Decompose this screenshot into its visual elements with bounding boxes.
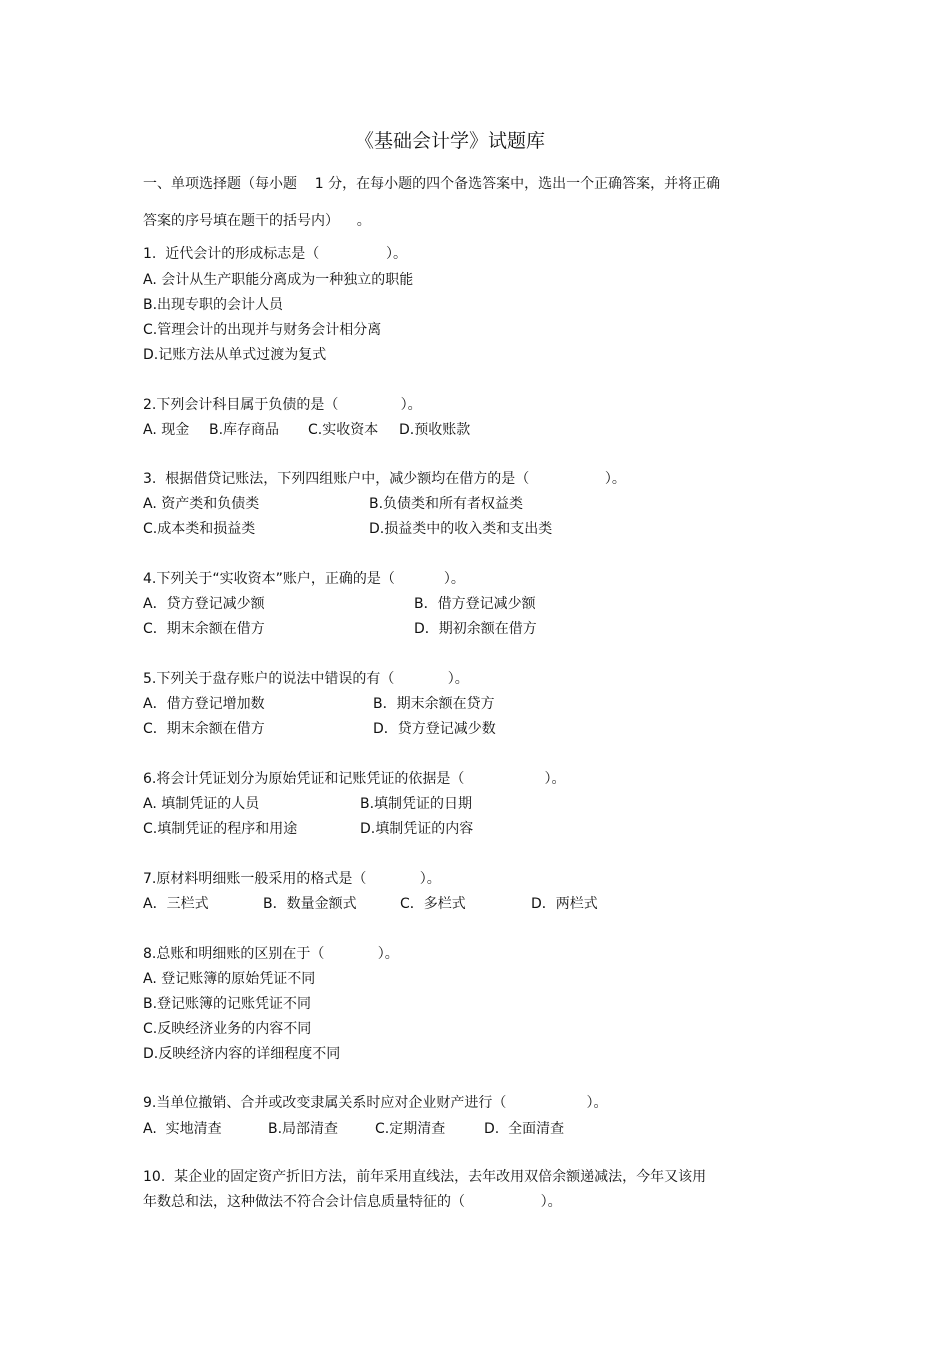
question-stem: 10. 某企业的固定资产折旧方法，前年采用直线法，去年改用双倍余额递减法，今年又该用	[143, 1169, 707, 1185]
option-c: C．多栏式	[400, 896, 466, 912]
option-a: A. 资产类和负债类	[143, 496, 260, 512]
option-b: B.登记账簿的记账凭证不同	[143, 996, 312, 1012]
option-b: B．借方登记减少额	[414, 596, 536, 612]
question-stem: 5.下列关于盘存账户的说法中错误的有（ ）。	[143, 671, 469, 687]
question-stem: 8.总账和明细账的区别在于（ ）。	[143, 946, 399, 962]
option-d: D.反映经济内容的详细程度不同	[143, 1046, 341, 1062]
section-instruction-line1: 一、单项选择题（每小题 1 分，在每小题的四个备选答案中，选出一个正确答案，并将正确	[143, 176, 721, 192]
option-d: D.损益类中的收入类和支出类	[369, 521, 553, 537]
option-a: A. 登记账簿的原始凭证不同	[143, 971, 316, 987]
option-b: B.负债类和所有者权益类	[369, 496, 524, 512]
option-c: C．期末余额在借方	[143, 621, 265, 637]
option-c: C.管理会计的出现并与财务会计相分离	[143, 322, 382, 338]
option-d: D.预收账款	[399, 422, 471, 438]
option-b: B．数量金额式	[263, 896, 357, 912]
option-a: A. 实地清查	[143, 1121, 222, 1137]
question-stem: 6.将会计凭证划分为原始凭证和记账凭证的依据是（ ）。	[143, 771, 566, 787]
option-a: A．借方登记增加数	[143, 696, 265, 712]
option-c: C.成本类和损益类	[143, 521, 256, 537]
question-stem: 3. 根据借贷记账法，下列四组账户中，减少额均在借方的是（ ）。	[143, 471, 626, 487]
question-stem: 7.原材料明细账一般采用的格式是（ ）。	[143, 871, 441, 887]
question-stem: 4.下列关于“实收资本”账户，正确的是（ ）。	[143, 571, 465, 587]
option-d: D. 全面清查	[484, 1121, 565, 1137]
question-stem: 1. 近代会计的形成标志是（ ）。	[143, 246, 408, 262]
option-c: C.反映经济业务的内容不同	[143, 1021, 312, 1037]
option-d: D．期初余额在借方	[414, 621, 537, 637]
option-a: A．贷方登记减少额	[143, 596, 265, 612]
option-a: A．三栏式	[143, 896, 209, 912]
option-b: B.填制凭证的日期	[360, 796, 473, 812]
option-d: D．贷方登记减少数	[373, 721, 496, 737]
option-b: B.出现专职的会计人员	[143, 297, 284, 313]
question-stem-continued: 年数总和法，这种做法不符合会计信息质量特征的（ ）。	[143, 1194, 562, 1210]
question-stem: 2.下列会计科目属于负债的是（ ）。	[143, 397, 422, 413]
option-c: C.实收资本	[308, 422, 379, 438]
option-a: A. 会计从生产职能分离成为一种独立的职能	[143, 272, 414, 288]
page-title: 《基础会计学》试题库	[355, 130, 546, 152]
option-a: A. 现金	[143, 422, 190, 438]
option-b: B.局部清查	[268, 1121, 339, 1137]
question-stem: 9.当单位撤销、合并或改变隶属关系时应对企业财产进行（ ）。	[143, 1095, 608, 1111]
option-d: D.填制凭证的内容	[360, 821, 474, 837]
option-d: D．两栏式	[531, 896, 598, 912]
option-c: C．期末余额在借方	[143, 721, 265, 737]
option-a: A. 填制凭证的人员	[143, 796, 260, 812]
option-c: C.定期清查	[375, 1121, 446, 1137]
option-c: C.填制凭证的程序和用途	[143, 821, 298, 837]
option-b: B．期末余额在贷方	[373, 696, 495, 712]
section-instruction-line2: 答案的序号填在题干的括号内） 。	[143, 213, 371, 229]
option-b: B.库存商品	[209, 422, 280, 438]
option-d: D.记账方法从单式过渡为复式	[143, 347, 327, 363]
